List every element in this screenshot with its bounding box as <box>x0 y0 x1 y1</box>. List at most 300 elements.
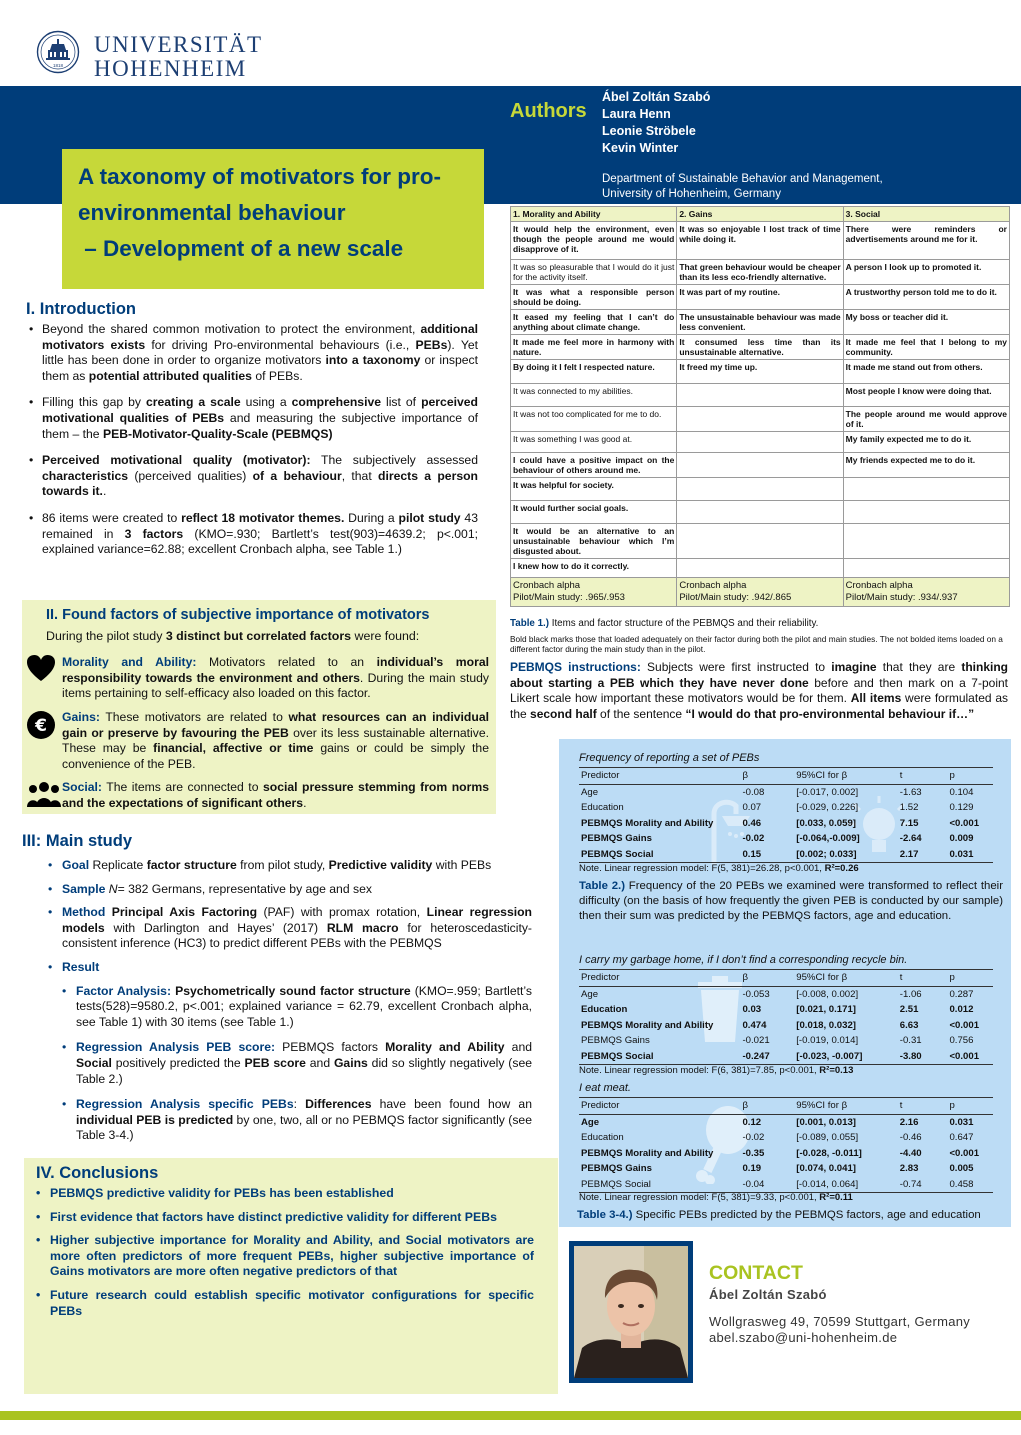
regression-cell: 0.07 <box>742 802 762 814</box>
regression-row <box>579 784 993 800</box>
column-header: p <box>947 1098 993 1115</box>
text-run: potential attributed qualities <box>88 368 252 383</box>
regression-cell: <0.001 <box>947 1049 993 1065</box>
table-2-label: Table 2.) <box>579 880 625 892</box>
table-row <box>511 285 1010 310</box>
author-name: Kevin Winter <box>602 141 679 155</box>
regression-note <box>579 863 859 874</box>
regression-cell: [-0.089, 0.055] <box>796 1132 859 1144</box>
column-header: β <box>740 768 794 785</box>
people-icon <box>26 780 62 810</box>
regression-note <box>579 1065 853 1076</box>
main-study-item <box>48 960 532 976</box>
regression-cell: 7.15 <box>899 817 919 829</box>
column-header: 95%CI for β <box>794 768 898 785</box>
table-cell <box>677 453 843 478</box>
bullet: • <box>48 905 53 920</box>
text-run: Beyond the shared common motivation to protect the environment, <box>42 322 421 336</box>
table-row <box>511 407 1010 432</box>
regression-cell: 0.15 <box>740 847 794 863</box>
regression-cell: 6.63 <box>899 1019 919 1031</box>
text-run: Gains <box>333 1055 368 1070</box>
author-name: Ábel Zoltán Szabó <box>602 90 711 104</box>
contact-address: Wollgrasweg 49, 70599 Stuttgart, Germany <box>709 1314 971 1329</box>
regression-cell: -0.02 <box>742 833 765 845</box>
regression-row <box>579 1146 993 1162</box>
intro-section <box>28 322 478 569</box>
intro-bullet <box>42 395 478 442</box>
regression-cell: -4.40 <box>899 1147 922 1159</box>
contact-email[interactable]: abel.szabo@uni-hohenheim.de <box>709 1330 898 1345</box>
table-row <box>511 260 1010 285</box>
regression-row <box>579 831 993 847</box>
text-run: Morality and Ability: <box>62 655 197 669</box>
table-cell: It consumed less time than its unsustainable alternative. <box>677 335 843 360</box>
text-run: Differences <box>305 1097 372 1112</box>
regression-cell: <0.001 <box>949 1147 980 1159</box>
bullet: • <box>48 959 53 974</box>
regression-cell: -1.06 <box>899 988 922 1000</box>
conclusion-item <box>36 1288 534 1319</box>
text-run: characteristics <box>42 468 129 483</box>
text-run: 3 factors <box>124 526 184 541</box>
table-cell <box>843 478 1009 501</box>
heart-icon <box>26 654 56 684</box>
text-run: of the sentence <box>596 706 686 721</box>
table-row <box>511 310 1010 335</box>
title-line: A taxonomy of motivators for pro- <box>78 164 441 189</box>
regression-row <box>579 1018 993 1034</box>
regression-cell: 0.647 <box>949 1132 974 1144</box>
table-cell: It was helpful for society. <box>511 478 677 501</box>
bullet: • <box>36 1287 41 1302</box>
table-row <box>511 524 1010 559</box>
regression-cell: 0.287 <box>949 988 974 1000</box>
table-row <box>511 360 1010 384</box>
conclusion-item <box>36 1233 534 1280</box>
regression-cell: -3.80 <box>898 1049 948 1065</box>
column-header: Predictor <box>579 970 740 987</box>
bullet: • <box>36 1209 41 1224</box>
text-run: with PEBs <box>432 858 492 872</box>
factor-gains <box>62 710 489 772</box>
regression-row <box>579 986 993 1002</box>
regression-results-box <box>559 739 1011 1227</box>
table-1-caption-label: Table 1.) <box>510 618 550 629</box>
regression-cell: [-0.064,-0.009] <box>796 833 860 845</box>
authors-label: Authors <box>510 100 587 122</box>
regression-cell: -2.64 <box>899 833 922 845</box>
regression-cell: -0.35 <box>742 1147 765 1159</box>
title-line: – Development of a new scale <box>78 236 404 261</box>
regression-caption: Frequency of reporting a set of PEBs <box>579 752 760 764</box>
table-cell <box>677 432 843 453</box>
regression-note <box>579 1192 853 1203</box>
text-run: and <box>504 1040 532 1055</box>
table-cell <box>843 501 1009 524</box>
table-cell: It was what a responsible person should be doing. <box>511 285 677 310</box>
regression-cell: 1.52 <box>899 802 919 814</box>
text-run: Result <box>62 959 100 974</box>
text-run: During the pilot study <box>46 629 166 643</box>
text-run: second half <box>530 706 597 721</box>
conclusion-text: Future research could establish specific motivator configurations for specific PEBs <box>50 1287 534 1318</box>
regression-cell: PEBMQS Social <box>579 847 740 863</box>
text-run: , that <box>341 468 379 483</box>
table-footer-row <box>511 578 1010 607</box>
table-3-4-label: Table 3-4.) <box>577 1209 633 1221</box>
table-cell: It would help the environment, even though the people around me would disapprove of it. <box>511 222 677 260</box>
regression-table <box>579 767 993 863</box>
text-run: 3 distinct but correlated factors <box>165 629 352 643</box>
text-run: PEB-Motivator-Quality-Scale (PEBMQS) <box>102 426 333 441</box>
intro-bullet <box>42 511 478 558</box>
reliability-cell <box>677 578 843 607</box>
text-run: or inspect them as <box>42 353 479 383</box>
euro-icon <box>26 710 56 740</box>
regression-cell: [0.074, 0.041] <box>796 1163 857 1175</box>
regression-row <box>579 847 993 863</box>
main-study-item <box>48 984 532 1031</box>
regression-caption: I eat meat. <box>579 1082 631 1094</box>
text-run: 86 items were created to <box>42 510 182 525</box>
text-run: what resources can an individual gain or preserve by favouring the PEB <box>62 710 489 740</box>
regression-cell: Education <box>581 802 624 814</box>
text-run: Perceived motivational quality (motivator): <box>42 453 311 468</box>
text-run: Gains: <box>62 710 100 724</box>
text-run: list of <box>381 395 422 410</box>
svg-text:1818: 1818 <box>52 63 64 68</box>
regression-cell: 2.51 <box>899 1004 919 1016</box>
regression-cell: 0.12 <box>742 1116 762 1128</box>
text-run: using a <box>240 395 292 410</box>
conclusion-text: Higher subjective importance for Morality and Ability, and Social motivators are more often predictors of more frequent PEBs, higher subjective importance of Gains motivators are more often negative predictors of that <box>50 1233 534 1279</box>
table-cell <box>677 384 843 407</box>
text-run: did so slightly negatively (see Table 2.) <box>76 1055 533 1086</box>
main-study-item <box>48 858 532 874</box>
table-row <box>511 432 1010 453</box>
table-cell <box>677 524 843 559</box>
table-cell: It was part of my routine. <box>677 285 843 310</box>
text-run: thinking about starting a PEB which they have never done <box>510 660 1008 690</box>
regression-cell: [0.018, 0.032] <box>796 1019 857 1031</box>
text-run: gains or could be simply the convenience of the PEB. <box>62 741 489 771</box>
regression-header-row <box>579 970 993 987</box>
table-cell <box>677 407 843 432</box>
conclusion-text: First evidence that factors have distinct predictive validity for different PEBs <box>50 1209 497 1224</box>
regression-cell: 0.129 <box>949 802 974 814</box>
text-run: of PEBs. <box>251 368 303 383</box>
regression-cell: PEBMQS Social <box>579 1049 740 1065</box>
regression-cell: -0.31 <box>899 1035 922 1047</box>
conclusions-heading: IV. Conclusions <box>36 1164 159 1182</box>
table-cell <box>677 501 843 524</box>
r-squared: R²=0.26 <box>824 863 859 874</box>
text-run: These motivators are related to <box>99 710 289 724</box>
table-cell: I could have a positive impact on the behaviour of others around me. <box>511 453 677 478</box>
table-cell: It eased my feeling that I can’t do anything about climate change. <box>511 310 677 335</box>
main-study-heading: III: Main study <box>22 832 133 850</box>
text-run: with Darlington and Hayes’ (2017) <box>104 920 327 935</box>
table-row <box>511 559 1010 578</box>
regression-row <box>579 1114 993 1130</box>
text-run: Replicate <box>89 858 147 872</box>
regression-cell: PEBMQS Social <box>579 1177 740 1193</box>
text-run: Goal <box>62 858 90 872</box>
column-header: Predictor <box>579 1098 740 1115</box>
text-run: The subjectively assessed <box>310 453 478 468</box>
text-run: 43 remained in <box>42 510 478 541</box>
regression-row <box>579 1130 993 1146</box>
table-cell: It was so pleasurable that I would do it just for the activity itself. <box>511 260 677 285</box>
note-text: Note. Linear regression model: F(5, 381)=26.28, p<0.001, <box>579 863 825 874</box>
text-run: directs a person towards it. <box>42 468 478 499</box>
table-row <box>511 384 1010 407</box>
regression-cell: 0.03 <box>742 1004 762 1016</box>
regression-cell: 2.83 <box>899 1163 919 1175</box>
conclusion-item <box>36 1186 534 1202</box>
regression-cell: [-0.014, 0.064] <box>794 1177 898 1193</box>
table-2-caption <box>579 879 1003 924</box>
main-study-item <box>48 1097 532 1144</box>
regression-cell: 0.012 <box>949 1004 974 1016</box>
regression-cell: -0.247 <box>740 1049 794 1065</box>
regression-cell: -0.04 <box>740 1177 794 1193</box>
regression-row <box>579 1033 993 1049</box>
authors-list <box>602 89 710 157</box>
r-squared: R²=0.13 <box>819 1065 854 1076</box>
title-line: environmental behaviour <box>78 200 346 225</box>
column-header: Predictor <box>579 768 740 785</box>
title-box <box>62 149 484 289</box>
column-header: t <box>898 970 948 987</box>
table-cell: There were reminders or advertisements around me for it. <box>843 222 1009 260</box>
conclusion-item <box>36 1210 534 1226</box>
university-name-line1: UNIVERSITÄT <box>94 32 263 57</box>
regression-cell: -0.74 <box>898 1177 948 1193</box>
regression-cell: [-0.023, -0.007] <box>794 1049 898 1065</box>
regression-table <box>579 1097 993 1193</box>
table-cell: It was something I was good at. <box>511 432 677 453</box>
table-cell: I knew how to do it correctly. <box>511 559 677 578</box>
note-text: Note. Linear regression model: F(5, 381)=9.33, p<0.001, <box>579 1192 820 1203</box>
text-run: Regression Analysis PEB score: <box>76 1040 276 1055</box>
table-row <box>511 501 1010 524</box>
regression-cell: [0.021, 0.171] <box>796 1004 857 1016</box>
text-run: PEB score <box>244 1055 306 1070</box>
factors-intro <box>46 629 486 645</box>
table-row <box>511 478 1010 501</box>
text-run: and measuring the subjective importance of them – the <box>42 410 478 441</box>
text-run: perceived motivational qualities of PEBs <box>42 395 478 425</box>
svg-text:€: € <box>35 716 47 736</box>
table-cell <box>677 478 843 501</box>
regression-header-row <box>579 1098 993 1115</box>
factors-heading: II. Found factors of subjective importance of motivators <box>46 607 430 623</box>
table-cell <box>843 524 1009 559</box>
regression-cell: PEBMQS Gains <box>581 1035 650 1047</box>
conclusion-text: PEBMQS predictive validity for PEBs has been established <box>50 1186 394 1200</box>
author-name: Laura Henn <box>602 107 671 121</box>
text-run: All items <box>850 691 902 705</box>
regression-cell: -0.053 <box>742 988 770 1000</box>
text-run: pilot study <box>398 510 461 525</box>
regression-cell: 0.009 <box>949 833 974 845</box>
text-run: of a behaviour <box>252 468 342 483</box>
main-study-item <box>48 1040 532 1087</box>
table-cell <box>843 559 1009 578</box>
main-study-item <box>48 882 532 898</box>
table-cell: By doing it I felt I respected nature. <box>511 360 677 384</box>
text-run: (KMO=.959; Bartlett’s tests(528)=9580.2, p<.001; explained variance = 62.79, excellent Cronbach alpha, see Table 1) with 30 items (see Table 1.) <box>76 983 533 1029</box>
regression-cell: [-0.029, 0.226] <box>796 802 859 814</box>
regression-cell: PEBMQS Gains <box>581 1163 652 1175</box>
table-1-note: Bold black marks those that loaded adequately on their factor during both the pilot and main studies. The not bolded items loaded on a different factor during the main study than in the pilot. <box>510 634 1003 654</box>
bullet: • <box>62 983 67 998</box>
text-run: before and then mark on a 7-point Likert scale how important these motivators would be for them. <box>510 675 1008 705</box>
text-run: and <box>305 1055 334 1070</box>
text-run: (KMO=.930; Bartlett’s test(903)=4639.2; p<.001; explained variance=62.88; excellent Cronbach alpha, see Table 1.) <box>42 526 478 557</box>
regression-cell: -1.63 <box>899 786 922 798</box>
table-cell: The unsustainable behaviour was made less convenient. <box>677 310 843 335</box>
table-cell: It would further social goals. <box>511 501 677 524</box>
text-run: comprehensive <box>291 395 382 410</box>
regression-row <box>579 816 993 832</box>
reliability-line: Pilot/Main study: .942/.865 <box>679 592 792 603</box>
intro-heading: I. Introduction <box>26 300 136 318</box>
regression-cell: PEBMQS Morality and Ability <box>581 1019 714 1031</box>
table-3-4-caption <box>577 1208 1001 1223</box>
text-run: individual’s moral responsibility towards the environment and others <box>62 655 489 685</box>
text-run: financial, affective or time <box>153 741 314 756</box>
bullet: • <box>36 1186 41 1200</box>
contact-name: Ábel Zoltán Szabó <box>709 1287 827 1302</box>
regression-cell: PEBMQS Morality and Ability <box>581 817 714 829</box>
regression-cell: PEBMQS Gains <box>581 833 652 845</box>
text-run: Factor Analysis: <box>76 983 172 998</box>
table-1-caption <box>510 618 1010 629</box>
department-affiliation <box>602 172 883 202</box>
regression-cell: -0.02 <box>742 1132 765 1144</box>
text-run: Filling this gap by <box>42 395 146 410</box>
table-cell: It was so enjoyable I lost track of time while doing it. <box>677 222 843 260</box>
regression-cell: 2.16 <box>899 1116 919 1128</box>
text-run: that they are <box>876 660 962 674</box>
text-run: Sample <box>62 881 106 896</box>
regression-cell: <0.001 <box>949 1019 980 1031</box>
regression-cell: -0.46 <box>899 1132 922 1144</box>
table-2-text: Frequency of the 20 PEBs we examined were transformed to reflect their difficulty (on the basis of how frequently the given PEB is conducted by our sample) then their sum was predicted by the PEBMQS factors, age and education. <box>579 880 1003 922</box>
bullet: • <box>62 1040 67 1055</box>
regression-cell: [0.033, 0.059] <box>796 817 857 829</box>
text-run: Social <box>76 1055 112 1070</box>
regression-cell: 0.031 <box>949 1116 974 1128</box>
reliability-cell <box>843 578 1009 607</box>
text-run: Subjects were first instructed to <box>640 660 832 674</box>
regression-cell: 0.19 <box>742 1163 762 1175</box>
regression-caption: I carry my garbage home, if I don’t find a corresponding recycle bin. <box>579 954 908 966</box>
regression-cell: Education <box>581 1132 624 1144</box>
regression-cell: [-0.019, 0.014] <box>796 1035 859 1047</box>
regression-cell: Education <box>581 1004 628 1016</box>
university-name-line2: HOHENHEIM <box>94 56 247 81</box>
bullet: • <box>62 1097 67 1112</box>
table-row <box>511 453 1010 478</box>
text-run: Motivators related to an <box>196 655 377 669</box>
reliability-line: Pilot/Main study: .965/.953 <box>513 592 625 603</box>
regression-cell: [0.001, 0.013] <box>796 1116 857 1128</box>
text-run: Principal Axis Factoring <box>111 905 258 920</box>
university-logo <box>36 30 266 81</box>
text-run: factor structure <box>146 858 237 872</box>
text-run: Morality and Ability <box>385 1040 505 1055</box>
column-header: 3. Social <box>843 207 1009 222</box>
text-run: positively predicted the <box>111 1055 245 1070</box>
text-run: The items are connected to <box>101 780 263 794</box>
table-header-row <box>511 207 1010 222</box>
table-cell: A person I look up to promoted it. <box>843 260 1009 285</box>
university-seal-icon <box>36 30 80 74</box>
table-cell: My friends expected me to do it. <box>843 453 1009 478</box>
pebmqs-instructions <box>510 660 1008 722</box>
department-line: University of Hohenheim, Germany <box>602 188 781 200</box>
table-cell: Most people I know were doing that. <box>843 384 1009 407</box>
regression-row <box>579 1161 993 1177</box>
regression-header-row <box>579 768 993 785</box>
table-cell: It was connected to my abilities. <box>511 384 677 407</box>
r-squared: R²=0.11 <box>819 1192 853 1203</box>
text-run: . <box>102 484 107 499</box>
text-run: Linear regression models <box>62 905 533 935</box>
column-header: p <box>947 768 993 785</box>
regression-cell: <0.001 <box>949 817 980 829</box>
table-cell: It freed my time up. <box>677 360 843 384</box>
bottom-accent-bar <box>0 1411 1021 1420</box>
regression-cell: 0.46 <box>742 817 762 829</box>
text-run: Psychometrically sound factor structure <box>175 983 411 998</box>
text-run: Regression Analysis specific PEBs <box>76 1097 294 1112</box>
column-header: 2. Gains <box>677 207 843 222</box>
regression-cell: 0.756 <box>949 1035 974 1047</box>
factor-social <box>62 780 489 811</box>
table-cell: It made me feel more in harmony with nature. <box>511 335 677 360</box>
text-run: Social: <box>62 780 102 794</box>
text-run: for driving Pro-environmental behaviours (i.e., <box>145 337 416 352</box>
column-header: p <box>947 970 993 987</box>
reliability-line: Cronbach alpha <box>513 580 581 591</box>
column-header: β <box>740 970 794 987</box>
reliability-line: Pilot/Main study: .934/.937 <box>845 592 958 603</box>
intro-bullet <box>42 322 478 384</box>
main-study-list <box>48 858 532 1154</box>
regression-cell: Age <box>581 988 599 1000</box>
column-header: 95%CI for β <box>794 1098 898 1115</box>
text-run: : <box>293 1097 306 1112</box>
bullet: • <box>48 858 53 872</box>
author-name: Leonie Ströbele <box>602 124 696 138</box>
reliability-line: Cronbach alpha <box>845 580 913 591</box>
regression-cell: Age <box>581 786 599 798</box>
text-run: individual PEB is predicted <box>76 1112 234 1127</box>
text-run: PEBMQS instructions: <box>510 660 641 674</box>
regression-cell: 0.474 <box>742 1019 767 1031</box>
intro-bullet <box>42 453 478 500</box>
conclusions-list <box>36 1186 534 1327</box>
table-cell: It made me stand out from others. <box>843 360 1009 384</box>
column-header: t <box>898 768 948 785</box>
regression-cell: PEBMQS Morality and Ability <box>581 1147 714 1159</box>
text-run: . <box>303 795 307 810</box>
